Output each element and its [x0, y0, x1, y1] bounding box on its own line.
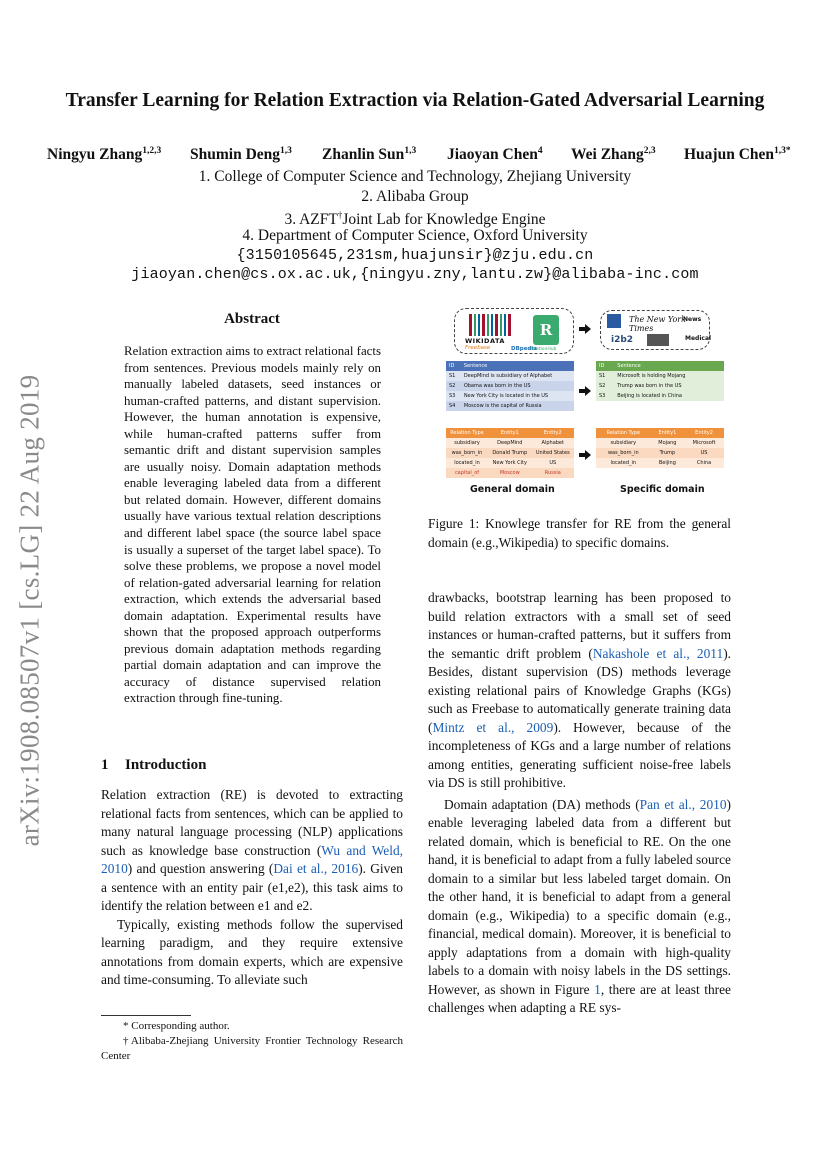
affiliation: 1. College of Computer Science and Technology, Zhejiang University: [198, 168, 632, 185]
section-heading: 1 Introduction: [101, 757, 207, 773]
wikidata-logo-icon: [469, 314, 511, 336]
author: Zhanlin Sun$^{1,3}$: [322, 146, 417, 164]
citation-link[interactable]: Nakashole et al., 2011: [592, 645, 724, 661]
affiliation: 4. Department of Computer Science, Oxford University: [242, 227, 588, 244]
paragraph: drawbacks, bootstrap learning has been proposed to build relation extractors with a small set of seed instances or human-crafted patterns, but it suffers from the semantic drift problem (Nakashole et al., 2011). Besides, distant supervision (DS) methods leverage existing relational pairs of Knowledge Graphs (KGs) such as Freebase to automatically generate training data (Mintz et al., 2009). However, because of the incompleteness of KGs and a large number of relations among entities, generating sufficient noise-free labels via DS is still prohibitive.: [428, 590, 731, 790]
table-row: capital_of Moscow Russia: [446, 468, 574, 478]
table-row: S4 Moscow is the capital of Russia: [446, 401, 574, 411]
paragraph: Relation extraction (RE) is devoted to extracting relational facts from sentences, which can be applied to many natural language processing (NLP) applications such as knowledge base construction (Wu and Weld, 2010) and question answering (Dai et al., 2016). Given a sentence with an entity pair (e1,e2), this task aims to identify the relation between e1 and e2.: [101, 787, 404, 913]
email-line: jiaoyan.chen@cs.ox.ac.uk,{ningyu.zny,lantu.zw}@alibaba-inc.com: [131, 266, 699, 283]
footnote-rule: [101, 1015, 191, 1016]
figure-ref-link[interactable]: 1: [594, 981, 601, 997]
table-row: located_in Beijing China: [596, 458, 724, 468]
arxiv-stamp: [12, 360, 48, 860]
paper-title: Transfer Learning for Relation Extraction via Relation-Gated Adversarial Learning: [65, 90, 765, 111]
arxiv-id: arXiv:1908.08507v1 [cs.LG] 22 Aug 2019: [14, 374, 45, 846]
abstract-text: Relation extraction aims to extract relational facts from sentences. Previous models mainly rely on manually labeled datasets, seed instances or human-crafted patterns, and distant supervision. However, the human annotation is expensive, while human-crafted patterns suffer from semantic drift and distant supervision samples are usually noisy. Domain adaptation methods enable leveraging labeled data from a different but related domain. However, different domains usually have various textual relation descriptions and different label space (the source label space is usually a superset of the target label space). To solve these problems, we propose a novel model of relation-gated adversarial learning for relation extraction, which extends the adversarial based domain adaptation. Experimental results have shown that the proposed approach outperforms previous domain adaptation methods regarding partial domain adaptation and can improve the accuracy of distance supervised relation extraction through fine-tuning.: [124, 344, 381, 706]
paragraph: Domain adaptation (DA) methods (Pan et al., 2010) enable leveraging labeled data from a different but related domain, which is beneficial to RE. On the one hand, it is beneficial to adapt from a fully labeled source domain to a similar but less labeled target domain. On the other hand, it is beneficial to adapt from a general domain (e.g., Wikipedia) to a specific domain (e.g., financial, medical domain). Moreover, it is beneficial to apply adaptations from a domain with high-quality labels to a domain with noisy labels in the DS settings. However, as shown in Figure 1, there are at least three challenges when adapting a RE sys-: [428, 796, 731, 1015]
footnote: †Alibaba-Zhejiang University Frontier Technology Research Center: [101, 1035, 403, 1062]
author: Ningyu Zhang$^{1,2,3}$: [47, 146, 162, 164]
citation-link[interactable]: Mintz et al., 2009: [432, 719, 554, 735]
relationhub-logo-icon: R: [533, 315, 559, 345]
table-row: S2 Trump was born in the US: [596, 381, 724, 391]
table-row: S3 Beijing is located in China: [596, 391, 724, 401]
nyt-label: The New York Times: [629, 315, 686, 333]
author: Wei Zhang$^{2,3}$: [571, 146, 656, 164]
right-column-text: [428, 589, 731, 1021]
table-row: S2 Obama was born in the US: [446, 381, 574, 391]
relationhub-label: RelationHub: [529, 347, 557, 352]
table-row: subsidiary Mojang Microsoft: [596, 438, 724, 448]
arrow-right-icon: [579, 450, 591, 460]
affiliation: 2. Alibaba Group: [361, 188, 469, 205]
author: Shumin Deng$^{1,3}$: [190, 146, 292, 164]
arrow-right-icon: [579, 386, 591, 396]
table-row: subsidiary DeepMind Alphabet: [446, 438, 574, 448]
table-row: S1 Microsoft is holding Mojang: [596, 371, 724, 381]
footnote: * Corresponding author.: [123, 1020, 230, 1032]
table-row: located_in New York City US: [446, 458, 574, 468]
figure-caption: Figure 1: Knowlege transfer for RE from the general domain (e.g.,Wikipedia) to specific domains.: [428, 516, 731, 550]
freebase-label: Freebase: [465, 345, 491, 351]
table-row: was_born_in Trump US: [596, 448, 724, 458]
paragraph: Typically, existing methods follow the supervised learning paradigm, and they require extensive annotations from domain experts, which are expensive and time-consuming. To alleviate such: [101, 916, 403, 987]
email-line: {3150105645,231sm,huajunsir}@zju.edu.cn: [236, 247, 594, 264]
medical-label: Medical: [685, 335, 712, 342]
affiliation: 3. AZFT†Joint Lab for Knowledge Engine: [284, 210, 546, 229]
footnotes: [101, 1019, 403, 1064]
arrow-right-icon: [579, 324, 591, 334]
general-sentence-table: ID Sentence S1 DeepMind is subsidiary of Alphabet S2 Obama was born in the US S3 New York City is located in the US S4 Moscow is the capital of Russia: [446, 361, 574, 411]
knowledge-base-logos: [454, 308, 574, 354]
news-label: News: [683, 316, 702, 323]
citation-link[interactable]: Wu and Weld, 2010: [101, 842, 404, 876]
specific-source-logos: [600, 310, 710, 350]
citation-link[interactable]: Pan et al., 2010: [639, 796, 727, 812]
wikidata-label: WIKIDATA: [465, 337, 505, 345]
specific-sentence-table: ID Sentence S1 Microsoft is holding Mojang S2 Trump was born in the US S3 Beijing is located in China: [596, 361, 724, 401]
specific-relation-table: Relation Type Entity1 Entity2 subsidiary Mojang Microsoft was_born_in Trump US located_in Beijing China: [596, 428, 724, 468]
table-row: S1 DeepMind is subsidiary of Alphabet: [446, 371, 574, 381]
table-row: was_born_in Donald Trump United States: [446, 448, 574, 458]
general-domain-label: General domain: [470, 484, 555, 495]
intro-text: [101, 786, 403, 990]
table-row: S3 New York City is located in the US: [446, 391, 574, 401]
author: Jiaoyan Chen$^4$: [447, 146, 543, 164]
figure-1: [446, 304, 738, 504]
general-relation-table: Relation Type Entity1 Entity2 subsidiary DeepMind Alphabet was_born_in Donald Trump United States located_in New York City US capital_of Moscow Russia: [446, 428, 574, 478]
specific-domain-label: Specific domain: [620, 484, 705, 495]
citation-link[interactable]: Dai et al., 2016: [273, 861, 359, 876]
i2b2-label: i2b2: [611, 335, 634, 345]
newspaper-icon: [607, 314, 621, 328]
author-list: [0, 146, 828, 168]
author: Huajun Chen$^{1,3*}$: [684, 146, 791, 164]
abstract-heading: Abstract: [224, 311, 280, 327]
dbpedia-label: DBpedia: [511, 346, 537, 352]
medical-logo-icon: [647, 334, 669, 346]
